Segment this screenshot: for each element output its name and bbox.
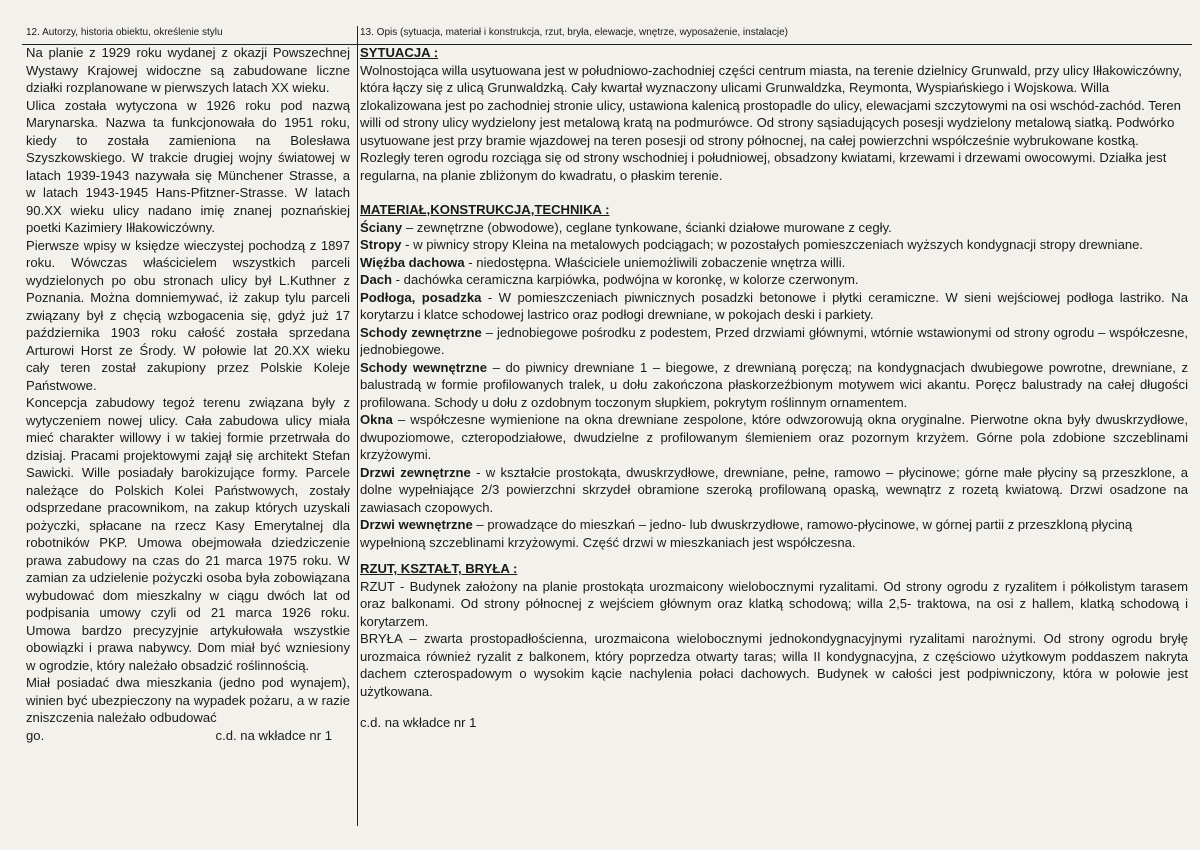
column-divider: [357, 26, 358, 826]
history-paragraph-5: Miał posiadać dwa mieszkania (jedno pod wynajem), winien być ubezpieczony na wypadek pożaru, a w razie zniszczenia należało odbudować: [26, 675, 350, 725]
bryla-paragraph: BRYŁA – zwarta prostopadłościenna, urozmaicona wielobocznymi jednokondygnacyjnymi ryzalitami narożnymi. Od strony ogrodu bryłę urozmaica również ryzalit z balkonem, który poprzedza otwarty taras; willa II kondygnacyjna, z częściowo użytkowym poddaszem nakryta dachem czterospadowym o wysokim kącie nachylenia połaci dachowych. Budynek w całości jest podpiwniczony, która w połowie jest użytkowana.: [360, 631, 1188, 699]
material-item-windows: Okna – współczesne wymienione na okna drewniane zespolone, które odwzorowują okna oryginalne. Pierwotne okna były dwuskrzydłowe, dwupoziomowe, czteropodziałowe, dwudzielne z profilowanym ślemieniem oraz pozornym krzyżem. Górne pola zdobione szczeblinami krzyżowymi.: [360, 412, 1188, 462]
history-paragraph-1: Na planie z 1929 roku wydanej z okazji Powszechnej Wystawy Krajowej widoczne są zabudowane liczne działki rozplanowane w pierwszych latach XX wieku.: [26, 45, 350, 95]
material-item-roof: Dach - dachówka ceramiczna karpiówka, podwójna w koronkę, w kolorze czerwonym.: [360, 272, 859, 287]
history-paragraph-4: Koncepcja zabudowy tegoż terenu związana były z wytyczeniem nowej ulicy. Cała zabudowa ulicy miała mieć charakter willowy i w takiej formie przetrwała do dzisiaj. Pracami projektowymi zajął się architekt Stefan Sawicki. Wille posiadały barokizujące formy. Parcele należące do Polskich Kolei Państwowych, zostały odsprzedane pracownikom, na zakup których uzyskali pożyczki, spłacane na rzecz Kasy Emerytalnej dla robotników PKP. Umowa obejmowała dziedziczenie prawa zabudowy na czas do 21 marca 1975 roku. W zamian za udzielenie pożyczki osoba była zobowiązana wybudować dom mieszkalny w ciągu dwóch lat od podpisania umowy czyli od 21 marca 1926 roku. Umowa bardzo precyzyjnie artykułowała wszystkie obowiązki i prawa nabywcy. Dom miał być wzniesiony w ogrodzie, który należało obsadzić roślinnością.: [26, 395, 350, 673]
history-text: [26, 44, 350, 744]
section-title-rzut: RZUT, KSZTAŁT, BRYŁA :: [360, 561, 518, 576]
document-sheet: [22, 26, 1192, 832]
history-continuation-line: [26, 727, 350, 745]
material-item-floors: Podłoga, posadzka - W pomieszczeniach piwnicznych posadzki betonowe i płytki ceramiczne. W sieni wejściowej podłoga lastriko. Na korytarzu i klatce schodowej lastrico oraz podłogi drewniane, w pokojach deski i parkiety.: [360, 289, 1188, 322]
term-outer-stairs: Schody zewnętrzne: [360, 324, 482, 340]
right-column: [360, 26, 1188, 826]
description-text: [360, 44, 1188, 732]
material-item-inner-doors: Drzwi wewnętrzne – prowadzące do mieszkań – jedno- lub dwuskrzydłowe, ramowo-płycinowe, w górnej partii z przeszkloną płyciną wypełnioną szczeblinami krzyżowymi. Część drzwi w mieszkaniach jest współczesna.: [360, 517, 1133, 550]
term-ceilings: Stropy: [360, 237, 402, 252]
term-inner-doors: Drzwi wewnętrzne: [360, 517, 473, 532]
material-item-walls: Ściany – zewnętrzne (obwodowe), ceglane tynkowane, ścianki działowe murowane z cegły.: [360, 219, 892, 235]
term-walls: Ściany: [360, 219, 403, 235]
left-continuation-note: c.d. na wkładce nr 1: [215, 727, 332, 743]
left-column-header: 12. Autorzy, historia obiektu, określenie stylu: [26, 27, 223, 38]
history-last-word: go.: [26, 727, 45, 743]
term-roof: Dach: [360, 272, 393, 287]
term-inner-stairs: Schody wewnętrzne: [360, 359, 488, 375]
history-paragraph-2: Ulica została wytyczona w 1926 roku pod nazwą Marynarska. Nazwa ta funkcjonowała do 1951 roku, kiedy to została zamieniona na Bolesława Szyszkowskiego. W trakcie drugiej wojny światowej w latach 1939-1943 nazywała się Münchener Strasse, a w latach 1943-1945 Hans-Pfitzner-Strasse. W latach 90.XX wieku ulicy nadano imię znanej poznańskiej poetki Kazimiery Iłłakowiczówny.: [26, 97, 350, 235]
sytuacja-text: Wolnostojąca willa usytuowana jest w południowo-zachodniej części centrum miasta, na terenie dzielnicy Grunwald, przy ulicy Iłłakowiczówny, która łączy się z ulicą Grunwaldzką. Cały kwartał wyznaczony ulicami Grunwaldzka, Reymonta, Wyspiańskiego i Wojskowa. Willa zlokalizowana jest po zachodniej stronie ulicy, ustawiona kalenicą prostopadle do ulicy, elewacjami szczytowymi na osi wschód-zachód. Teren willi od strony ulicy wydzielony jest metalową kratą na podmurówce. Od strony sąsiadujących posesji wydzielony metalową siatką. Podwórko usytuowane jest przy bramie wjazdowej na teren posesji od strony północnej, na całej powierzchni współcześnie wybrukowane kostką. Rozległy teren ogrodu rozciąga się od strony wschodniej i południowej, obsadzony kwiatami, krzewami i drzewami owocowymi. Działka jest regularna, na planie zbliżonym do kwadratu, o płaskim terenie.: [360, 62, 1182, 183]
section-title-material: MATERIAŁ,KONSTRUKCJA,TECHNIKA :: [360, 202, 610, 217]
term-outer-doors: Drzwi zewnętrzne: [360, 464, 471, 480]
term-floors: Podłoga, posadzka: [360, 289, 482, 305]
material-item-inner-stairs: Schody wewnętrzne – do piwnicy drewniane 1 – biegowe, z drewnianą poręczą; na kondygnacjach dwubiegowe powrotne, drewniane, z balustradą w formie profilowanych tralek, u dołu zakończona płaskorzeźbionym motywem wici akantu. Poręcz balustrady na całej długości profilowana. Schody u dołu z ozdobnym toczonym słupkiem, pokrytym roślinnym ornamentem.: [360, 359, 1188, 410]
term-truss: Więźba dachowa: [360, 254, 465, 270]
material-item-outer-doors: Drzwi zewnętrzne - w kształcie prostokąta, dwuskrzydłowe, drewniane, pełne, ramowo – płycinowe; górne małe płyciny są przeszklone, a dolne wypełniające 2/3 powierzchni skrzydeł obramione szeroką profilowaną opaską, wewnątrz z rozetą kwiatową. Drzwi osadzone na zawiasach czopowych.: [360, 464, 1188, 515]
right-continuation-note: c.d. na wkładce nr 1: [360, 715, 477, 730]
material-item-ceilings: Stropy - w piwnicy stropy Kleina na metalowych podciągach; w pozostałych pomieszczeniach wyższych kondygnacji stropy drewniane.: [360, 237, 1144, 252]
left-column: [26, 26, 350, 826]
rzut-paragraph: RZUT - Budynek założony na planie prostokąta urozmaicony wielobocznymi ryzalitami. Od strony ogrodu z ryzalitem i półkolistym tarasem oraz balkonami. Od strony północnej z wejściem głównym oraz klatką schodową; willa 2,5- traktowa, na osi z hallem, klatką schodową i korytarzem.: [360, 578, 1188, 629]
right-column-header: 13. Opis (sytuacja, materiał i konstrukcja, rzut, bryła, elewacje, wnętrze, wyposażenie, instalacje): [360, 27, 788, 38]
material-item-outer-stairs: Schody zewnętrzne – jednobiegowe pośrodku z podestem, Przed drzwiami głównymi, wtórnie wstawionymi od strony ogrodu – współczesne, jednobiegowe.: [360, 324, 1188, 357]
section-title-sytuacja: SYTUACJA :: [360, 45, 439, 60]
history-paragraph-3: Pierwsze wpisy w księdze wieczystej pochodzą z 1897 roku. Wówczas właścicielem wszystkich parceli wydzielonych po obu stronach ulicy był L.Kuthner z Poznania. Można domniemywać, iż zakup tylu parceli związany był z chęcią wzbogacenia się, gdyż już 17 października 1903 roku całość została sprzedana Arturowi Horst ze Środy. W połowie lat 20.XX wieku cały teren został zakupiony przez Polskie Koleje Państwowe.: [26, 237, 350, 393]
term-windows: Okna: [360, 412, 393, 427]
material-item-truss: Więźba dachowa - niedostępna. Właściciele uniemożliwili zobaczenie wnętrza willi.: [360, 254, 846, 270]
